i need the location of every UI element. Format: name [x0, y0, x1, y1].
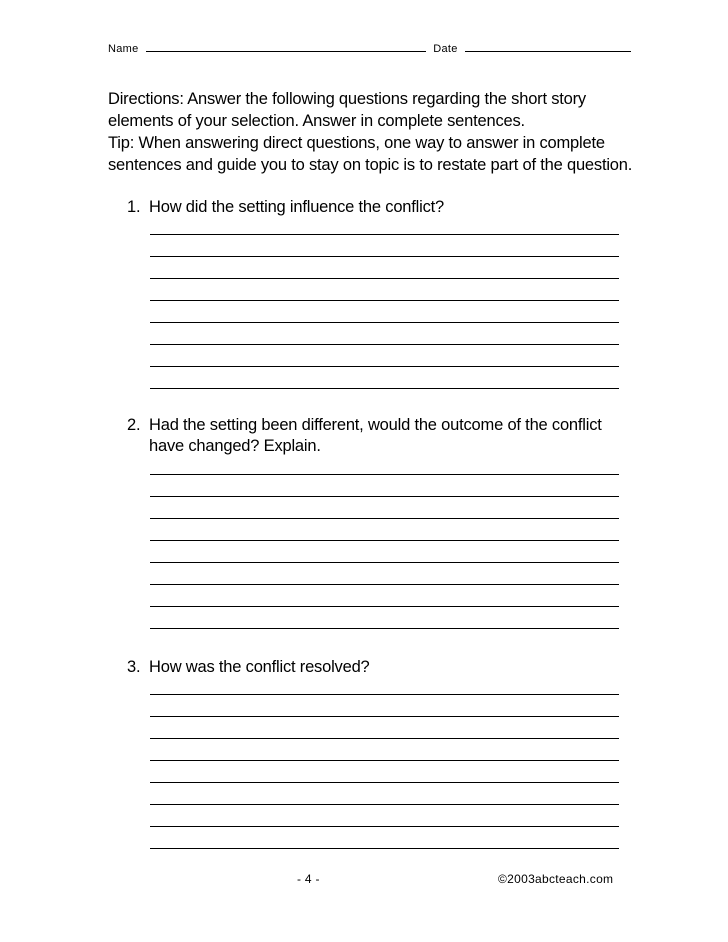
question-number: 3.	[127, 658, 141, 676]
answer-line[interactable]	[150, 562, 619, 563]
answer-line[interactable]	[150, 518, 619, 519]
question-number: 2.	[127, 416, 141, 434]
question-text	[149, 657, 629, 678]
answer-line[interactable]	[150, 760, 619, 761]
answer-line[interactable]	[150, 366, 619, 367]
tip-line: sentences and guide you to stay on topic is to restate part of the question.	[108, 156, 633, 174]
directions-line: elements of your selection. Answer in complete sentences.	[108, 112, 525, 130]
answer-line[interactable]	[150, 628, 619, 629]
answer-line[interactable]	[150, 278, 619, 279]
page-number: - 4 -	[297, 872, 320, 886]
directions-line: Directions: Answer the following questions regarding the short story	[108, 90, 586, 108]
answer-line[interactable]	[150, 584, 619, 585]
answer-line[interactable]	[150, 474, 619, 475]
answer-line[interactable]	[150, 738, 619, 739]
answer-line[interactable]	[150, 804, 619, 805]
answer-line[interactable]	[150, 322, 619, 323]
answer-line[interactable]	[150, 782, 619, 783]
name-date-header	[108, 41, 631, 55]
answer-line[interactable]	[150, 716, 619, 717]
answer-line[interactable]	[150, 496, 619, 497]
question-text-line: How was the conflict resolved?	[149, 658, 370, 676]
question-text	[149, 415, 629, 457]
question-text-line: have changed? Explain.	[149, 437, 321, 455]
copyright-notice: ©2003abcteach.com	[498, 872, 614, 886]
answer-line[interactable]	[150, 344, 619, 345]
answer-line[interactable]	[150, 606, 619, 607]
answer-line[interactable]	[150, 300, 619, 301]
name-label: Name	[108, 43, 139, 55]
answer-line[interactable]	[150, 826, 619, 827]
answer-line[interactable]	[150, 234, 619, 235]
answer-line[interactable]	[150, 388, 619, 389]
directions-block	[108, 88, 668, 176]
question-number: 1.	[127, 198, 141, 216]
question-text-line: How did the setting influence the conflict?	[149, 198, 444, 216]
answer-line[interactable]	[150, 848, 619, 849]
question-text	[149, 197, 629, 218]
tip-line: Tip: When answering direct questions, one way to answer in complete	[108, 134, 605, 152]
date-label: Date	[433, 43, 458, 55]
date-field[interactable]	[465, 41, 631, 52]
answer-line[interactable]	[150, 694, 619, 695]
name-field[interactable]	[146, 41, 426, 52]
answer-line[interactable]	[150, 256, 619, 257]
question-text-line: Had the setting been different, would the outcome of the conflict	[149, 416, 602, 434]
answer-line[interactable]	[150, 540, 619, 541]
